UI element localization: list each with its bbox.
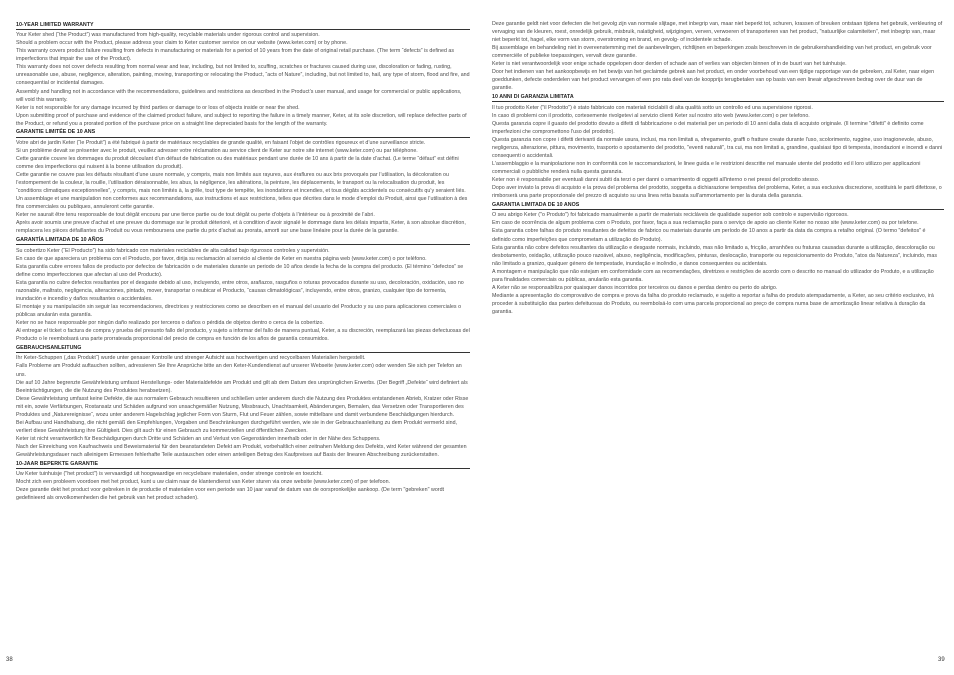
section-paragraph: This warranty covers product failure resulting from defects in manufacturing or materials for a period of 10 years from the date of original retail purchase. (The term “defects” is defined as imperfections that impair the use of the Product). (16, 48, 455, 63)
warranty-section (492, 20, 944, 92)
section-paragraph: Keter no se hace responsable por ningún daño realizado por terceros o daños o pérdida de objetos dentro o cerca de la cobertizo. (16, 320, 324, 327)
warranty-section (16, 237, 470, 343)
section-paragraph: Si un problème devait se présenter avec le produit, veuillez adresser votre réclamation au service client de Keter sur notre site internet (www.keter.com) ou par téléphone. (16, 147, 418, 154)
section-paragraph: Il tuo prodotto Keter ("il Prodotto") è stato fabbricato con materiali riciclabili di alta qualità sotto un controllo ed una supervisione rigorosi. (492, 104, 813, 111)
section-paragraph: Esta garantía no cubre defectos resultantes por el desgaste debido al uso, incluyendo, entre otros, arañazos, rasguños o roturas provocados durante su uso, decoloración, oxidación, uso no razonable, maltrato, negligencia, alteraciones, pintado, mover, transportar o reubicar el Producto, “causas climatológicas”, incluyendo, entre otros, granizo, cualquier tipo de tormenta, inundación e incendio y daños resultantes o accidentales. (16, 279, 464, 302)
section-paragraph: Votre abri de jardin Keter (“le Produit”) a été fabriqué à partir de matériaux recyclables de grande qualité, en faisant l’objet de contrôles rigoureux et d’une surveillance stricte. (16, 139, 426, 146)
section-paragraph: Esta garantia não cobre defeitos resultantes da utilização e desgaste normais, incluindo, mas não limitado a, fricção, arranhões ou fraturas causadas durante a utilização, descoloração ou desbotamento, oxidação, utilização pouco razoável, abuso, negligência, modificações, pinturas, deslocação, transporte ou reposicionamento do Produto, "atos da Natureza", incluindo, mas não limitado a granizo, qualquer género de tempestade, inundação e incêndio, e danos consequentes ou acidentais. (492, 244, 937, 267)
section-paragraph: Diese Gewährleistung umfasst keine Defekte, die aus normalem Gebrauch resultieren und schließen unter anderem durch die Nutzung des Produktes entstandenen Abrieb, Kratzer oder Risse mit ein, sowie Verfärbungen, Rostansatz und Schäden aufgrund von unsachgemäßer Nutzung, Missbrauch, Unachtsamkeit, Abänderungen, Bemalen, das Versetzen oder Transportieren des Produktes und „Naturereignisse“, wozu unter anderem Hagelschlag jeglicher Form von Sturm, Flut und Feuer zählen, sowie mittelbare und damit verbundene Beschädigungen hierdurch. (16, 395, 469, 418)
section-paragraph: Après avoir soumis une preuve d’achat et une preuve du dommage sur le produit déterioré, et à condition d’avoir signalé le dommage dans les délais impartis, Keter, à son absolue discrétion, remplacera les pièces défaillantes du Produit ou vous remboursera une partie du prix d’achat au prorata, amorti sur une base linéaire pour la durée de la garantie. (16, 220, 466, 235)
page-number-right: 39 (938, 657, 945, 663)
warranty-section (16, 129, 470, 235)
section-paragraph: Uw Keter tuinhuisje ("het product") is vervaardigd uit hoogwaardige en recyclebare materialen, onder strenge controle en toezicht. (16, 471, 323, 478)
section-paragraph: Bij assemblage en behandeling niet in overeenstemming met de aanbevelingen, richtlijnen en beperkingen zoals beschreven in de gebruikershandleiding van het product, en gebruik voor commerciële of publieke toepassingen, vervalt deze garantie. (492, 45, 932, 60)
section-paragraph: This warranty does not cover defects resulting from normal wear and tear, including, but not limited to, scuffing, scratches or fractures caused during use, discoloration or fading, rusting, unreasonable use, abuse, negligence, alteration, painting, moving, transporting or relocating the Product, “acts of Nature”, including, but not limited to, hail, any type of storm, flood and fire, and consequential or incidental damages. (16, 64, 470, 87)
section-paragraph: Keter non è responsabile per eventuali danni subiti da terzi o per danni o smarrimento di oggetti all'interno o nei pressi del prodotto stesso. (492, 177, 820, 184)
section-title: 10-YEAR LIMITED WARRANTY (16, 22, 470, 30)
section-paragraph: In caso di problemi con il prodotto, cortesemente rivolgetevi al servizio clienti Keter sul nostro sito web (www.keter.com) o per telefono. (492, 112, 810, 119)
section-paragraph: Mocht zich een probleem voordoen met het product, kunt u uw claim naar de klantendienst van Keter sturen via onze website (www.keter.com) of per telefoon. (16, 479, 391, 486)
right-page-column (492, 20, 944, 316)
warranty-section (492, 94, 944, 200)
section-paragraph: Die auf 10 Jahre begrenzte Gewährleistung umfasst Herstellungs- oder Materialdefekte am Produkt und gilt ab dem Datum des ursprünglichen Erwerbs. (Der Begriff „Defekte“ wird definiert als Beeinträchtigungen, die die Nutzung des Produktes herabsetzen). (16, 379, 468, 394)
section-title: GARANTÍA LIMITADA DE 10 AÑOS (16, 237, 470, 245)
section-paragraph: Keter is not responsible for any damage incurred by third parties or damage to or loss of objects inside or near the shed. (16, 104, 300, 111)
section-paragraph: Should a problem occur with the Product, please address your claim to Keter customer service on our website (www.keter.com) or by phone. (16, 40, 348, 47)
section-paragraph: Keter ne saurait être tenu responsable de tout dégât encouru par une tierce partie ou de tout dégât ou perte d’objets à l’intérieur ou à proximité de l’abri. (16, 212, 375, 219)
section-paragraph: A montagem e manipulação que não estejam em conformidade com as recomendações, diretrizes e restrições de acordo com o descrito no manual do utilizador do Produto, e a utilização para finalidades comerciais ou públicas, anularão esta garantia. (492, 268, 934, 283)
section-title: GARANTIA LIMITADA DE 10 ANOS (492, 202, 944, 210)
section-paragraph: Deze garantie geldt niet voor defecten die het gevolg zijn van normale slijtage, met inbegrip van, maar niet beperkt tot, schuren, krassen of breuken ontstaan tijdens het gebruik, verkleuring of vervaging van de kleuren, roest, onredelijk gebruik, misbruik, nalatigheid, wijzigingen, verven, verwoeren of transporteren van het product, "natuurlijke calamiteiten", met inbegrip van, maar niet beperkt tot, hagel, elke vorm van storm, overstroming en brand, en gevolg- of incidentele schade. (492, 21, 943, 44)
section-title: 10 ANNI DI GARANZIA LIMITATA (492, 94, 944, 102)
section-paragraph: En caso de que apareciera un problema con el Producto, por favor, dirija su reclamación al servicio al cliente de Keter en nuestra página web (www.keter.com) o por teléfono. (16, 255, 427, 262)
section-paragraph: L'assemblaggio e la manipolazione non in conformità con le raccomandazioni, le linee guida e le restrizioni descritte nel manuale utente del prodotto ed il loro utilizzo per applicazioni commerciali o pubbliche renderà nulla questa garanzia. (492, 160, 921, 175)
section-paragraph: Deze garantie dekt het product voor gebreken in de productie of materialen voor een periode van 10 jaar vanaf de datum van de oorspronkelijke aankoop. (De term "gebreken" wordt gedefinieerd als onvolkomenheden die het gebruik van het product schaden). (16, 487, 445, 502)
section-paragraph: Un assemblage et une manipulation non conformes aux recommandations, aux instructions et aux restrictions, telles que décrites dans le mode d’emploi du Produit, ainsi que l’utilisation à des fins commerciales ou publiques, annuleront cette garantie. (16, 196, 468, 211)
section-paragraph: Ihr Keter-Schuppen („das Produkt“) wurde unter genauer Kontrolle und strenger Aufsicht aus hochwertigen und recycelbaren Materialien hergestellt. (16, 355, 366, 362)
section-paragraph: A Keter não se responsabiliza por quaisquer danos incorridos por terceiros ou danos e perdas dentro ou perto do abrigo. (492, 284, 778, 291)
warranty-section (492, 202, 944, 316)
section-paragraph: Al entregar el ticket o factura de compra y prueba del presunto fallo del producto, y sujeto a informar del fallo de manera puntual, Keter, a su discreción, reemplazará las piezas defectuosas del Producto o le reembolsará una parte prorrateada proporcional del precio de compra en función de los años de garantía consumidos. (16, 328, 470, 343)
section-paragraph: Em caso de ocorrência de algum problema com o Produto, por favor, faça a sua reclamação para o serviço de apoio ao cliente Keter no nosso site (www.keter.com) ou por telefone. (492, 220, 919, 227)
section-paragraph: El montaje y su manipulación sin seguir las recomendaciones, directrices y restricciones como se describen en el manual del usuario del Producto y su uso para aplicaciones comerciales o públicas anularán esta garantía. (16, 304, 462, 319)
section-paragraph: Bei Aufbau und Handhabung, die nicht gemäß den Empfehlungen, Vorgaben und Beschränkungen durchgeführt werden, wie sie in der Gebrauchsanleitung zu dem Produkt vermerkt sind, verliert diese Gewährleistung ihre Gültigkeit. Dies gilt auch für einen Gebrauch zu kommerziellen und öffentlichen Zwecken. (16, 419, 458, 434)
section-paragraph: Dopo aver inviato la prova di acquisto e la prova del problema del prodotto, soggetta a dichiarazione tempestiva del problema, Keter, a sua esclusiva discrezione, sostituirà le parti difettose, o rimborserà una parte proporzionale del prezzo di acquisto su una linea retta basata sull'ammortamento per la durata della garanzia. (492, 185, 942, 200)
section-paragraph: Questa garanzia non copre i difetti derivanti da normale usura, inclusi, ma non limitati a, sfregamento, graffi o fratture create durante l'uso, scolorimento, ruggine, uso irragionevole, abuso, negligenza, alterazione, pittura, movimento, trasporto o spostamento del prodotto, "eventi naturali", tra cui, ma non limitati a, grandine, qualsiasi tipo di tempesta, inondazioni e incendi e danni consequenti o accidentali. (492, 136, 943, 159)
section-paragraph: Upon submitting proof of purchase and evidence of the claimed product failure, and subject to reporting the failure in a timely manner, Keter, at its sole discretion, will replace defective parts of the Product, or refund you a prorated portion of the purchase price on a straight line depreciated basis for the length of the warranty. (16, 112, 467, 127)
section-title: 10-JAAR BEPERKTE GARANTIE (16, 461, 470, 469)
warranty-section (16, 461, 470, 503)
section-paragraph: Keter is niet verantwoordelijk voor enige schade opgelopen door derden of schade aan of verlies van objecten binnen of in de buurt van het tuinhuisje. (492, 61, 847, 68)
section-paragraph: Assembly and handling not in accordance with the recommendations, guidelines and restrictions as described in the Product’s user manual, and usage for commercial or public applications, will void this warranty. (16, 88, 462, 103)
section-paragraph: Esta garantia cobre falhas do produto resultantes de defeitos de fabrico ou materiais durante um período de 10 anos a partir da data da compra a retalho original. (O termo "defeitos" é definido como imperfeições que comprometam a utilização do Produto). (492, 228, 926, 243)
section-paragraph: Mediante a apresentação do comprovativo de compra e prova da falha do produto reclamado, e sujeito a reportar a falha do produto atempadamente, a Keter, ao seu critério exclusivo, irá proceder à substituição das partes defeituosas do Produto, ou reembolsá-lo com uma parcela proporcional ao preço de compra numa base de amortização linear relativa à duração da garantia. (492, 292, 934, 315)
section-paragraph: Door het indienen van het aankoopbewijs en het bewijs van het geclaimde gebrek aan het product, en onder voorbehoud van een tijdige rapportage van de gebreken, zal Keter, naar eigen goeddunken, defecte onderdelen van het product vervangen of een pro rata deel van de koopprijs terugbetalen van op basis van een lineair afgeschreven bedrag over de duur van de garantie. (492, 69, 935, 92)
section-paragraph: Su cobertizo Keter (“El Producto”) ha sido fabricado con materiales reciclables de alta calidad bajo rigurosos controles y supervisión. (16, 247, 330, 254)
left-page-column (16, 20, 470, 502)
section-paragraph: Keter ist nicht verantwortlich für Beschädigungen durch Dritte und Schäden an und Verlust von Gegenständen innerhalb oder in der Nähe des Schuppens. (16, 435, 381, 442)
warranty-section (16, 345, 470, 459)
section-title: GEBRAUCHSANLEITUNG (16, 345, 470, 353)
section-paragraph: Questa garanzia copre il guasto del prodotto dovuto a difetti di fabbricazione o dei materiali per un periodo di 10 anni dalla data di acquisto originale. (Il termine "difetti" è definito come imperfezioni che compromettono l'uso del prodotto). (492, 120, 924, 135)
section-paragraph: Nach der Einreichung von Kaufnachweis und Beweismaterial für den beanstandeten Defekt am Produkt, vorbehaltlich einer zeitnahen Meldung des Defekts, wird Keter während der gesamten Gewährleistungsdauer nach alleinigem Ermessen fehlerhafte Teile austauschen oder einen anteiligen Betrag des Kaufpreises auf Basis der linearen Abschreibung zurückerstatten. (16, 443, 467, 458)
warranty-section (16, 22, 470, 128)
section-paragraph: Falls Probleme am Produkt auftauchen sollten, adressieren Sie Ihre Ansprüche bitte an den Keter-Kundendienst auf unserer Webseite (www.keter.com) oder wenden Sie sich per Telefon an uns. (16, 363, 462, 378)
section-paragraph: Your Keter shed (“the Product”) was manufactured from high-quality, recyclable materials under rigorous control and supervision. (16, 32, 320, 39)
section-paragraph: Cette garantie couvre les dommages du produit découlant d’un défaut de fabrication ou des matériaux pendant une durée de 10 ans à partir de la date d’achat. (Le terme “défaut” est défini comme des imperfections qui nuisent à la bonne utilisation du produit). (16, 156, 459, 171)
section-paragraph: Cette garantie ne couvre pas les défauts résultant d’une usure normale, y compris, mais non limités aux rayures, aux éraflures ou aux bris provoqués par l’utilisation, la décoloration ou l’estompement de la couleur, la rouille, l’utilisation déraisonnable, les abus, la négligence, les altérations, la peinture, les déplacements, le transport ou la relocalisation du produit, les “conditions climatiques exceptionnelles”, y compris, mais non limités à, la grêle, tout type de tempête, les inondations et incendies, et tous dégâts accidentels ou consécutifs qu’y seraient liés. (16, 172, 466, 195)
section-paragraph: O seu abrigo Keter ("o Produto") foi fabricado manualmente a partir de materiais recicláveis de qualidade superior sob controlo e supervisão rigorosos. (492, 212, 849, 219)
page-number-left: 38 (6, 657, 13, 663)
section-title: GARANTIE LIMITÉE DE 10 ANS (16, 129, 470, 137)
section-paragraph: Esta garantía cubre errores fallos de producto por defectos de fabricación o de materiales durante un periodo de 10 años desde la fecha de la compra del producto. (El término “defectos” se define como imperfecciones que afectan al uso del Producto). (16, 263, 464, 278)
